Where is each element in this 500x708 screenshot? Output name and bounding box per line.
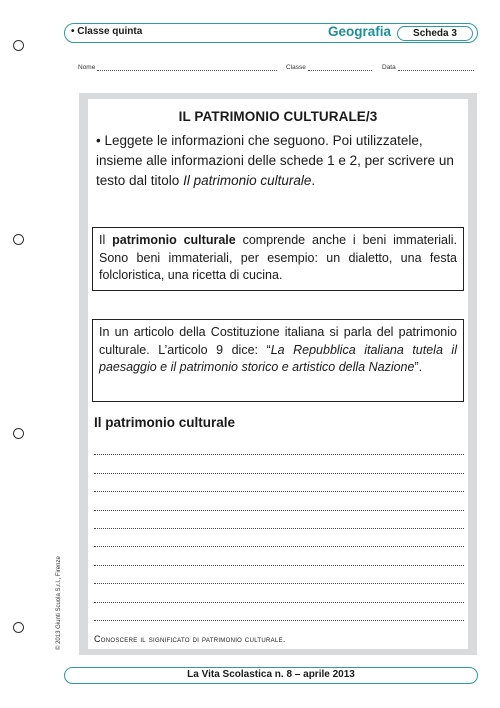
writing-line[interactable] bbox=[94, 566, 464, 584]
binder-hole-1 bbox=[13, 40, 24, 51]
sheet-badge: Scheda 3 bbox=[397, 26, 473, 41]
page-title: IL PATRIMONIO CULTURALE/3 bbox=[178, 109, 378, 124]
learning-objective: Conoscere il significato di patrimonio culturale. bbox=[94, 634, 286, 644]
writing-lines[interactable] bbox=[94, 437, 464, 621]
binder-hole-4 bbox=[13, 622, 24, 633]
instructions-end: . bbox=[311, 173, 316, 188]
binder-hole-2 bbox=[13, 234, 24, 245]
date-label: Data bbox=[382, 64, 396, 71]
subject-label: Geografia bbox=[327, 24, 391, 39]
worksheet-frame bbox=[79, 93, 477, 655]
student-fields bbox=[78, 64, 478, 76]
info-box-constitution bbox=[92, 319, 464, 402]
class-label: • Classe quinta bbox=[71, 26, 143, 37]
writing-section-title: Il patrimonio culturale bbox=[94, 415, 236, 430]
writing-line[interactable] bbox=[94, 474, 464, 492]
copyright-note: © 2013 Giunti Scuola S.r.l., Firenze bbox=[56, 556, 62, 650]
info-box-intangible bbox=[92, 227, 464, 291]
writing-line[interactable] bbox=[94, 455, 464, 473]
page-header bbox=[64, 23, 478, 43]
name-label: Nome bbox=[78, 64, 96, 71]
class-label-field: Classe bbox=[286, 64, 306, 71]
instructions bbox=[96, 131, 466, 191]
info1-post: comprende anche i beni immateriali. Sono beni immateriali, per esempio: un dialetto, una festa folcloristica, una ricetta di cucina. bbox=[99, 233, 457, 282]
binder-hole-3 bbox=[13, 428, 24, 439]
worksheet-body bbox=[88, 99, 468, 649]
instructions-text: • Leggete le informazioni che seguono. Poi utilizzatele, insieme alle informazioni delle schede 1 e 2, per scrivere un testo dal titolo bbox=[96, 133, 454, 188]
info2-pre: In un articolo della Costituzione italiana si parla del patrimonio culturale. L’articolo 9 dice: “ bbox=[99, 325, 457, 357]
writing-line[interactable] bbox=[94, 603, 464, 621]
writing-line[interactable] bbox=[94, 437, 464, 455]
page-footer: La Vita Scolastica n. 8 – aprile 2013 bbox=[64, 667, 478, 684]
writing-line[interactable] bbox=[94, 584, 464, 602]
class-field[interactable] bbox=[286, 64, 380, 71]
name-field[interactable] bbox=[78, 64, 284, 71]
info1-pre: Il bbox=[99, 233, 113, 247]
writing-line[interactable] bbox=[94, 492, 464, 510]
instructions-title: Il patrimonio culturale bbox=[183, 173, 312, 188]
writing-line[interactable] bbox=[94, 529, 464, 547]
info1-bold: patrimonio culturale bbox=[112, 233, 236, 247]
info2-post: ”. bbox=[414, 360, 423, 374]
date-field[interactable] bbox=[382, 64, 478, 71]
writing-line[interactable] bbox=[94, 547, 464, 565]
writing-line[interactable] bbox=[94, 511, 464, 529]
info2-quote: La Repubblica italiana tutela il paesaggio e il patrimonio storico e artistico della Nazione bbox=[99, 342, 457, 374]
